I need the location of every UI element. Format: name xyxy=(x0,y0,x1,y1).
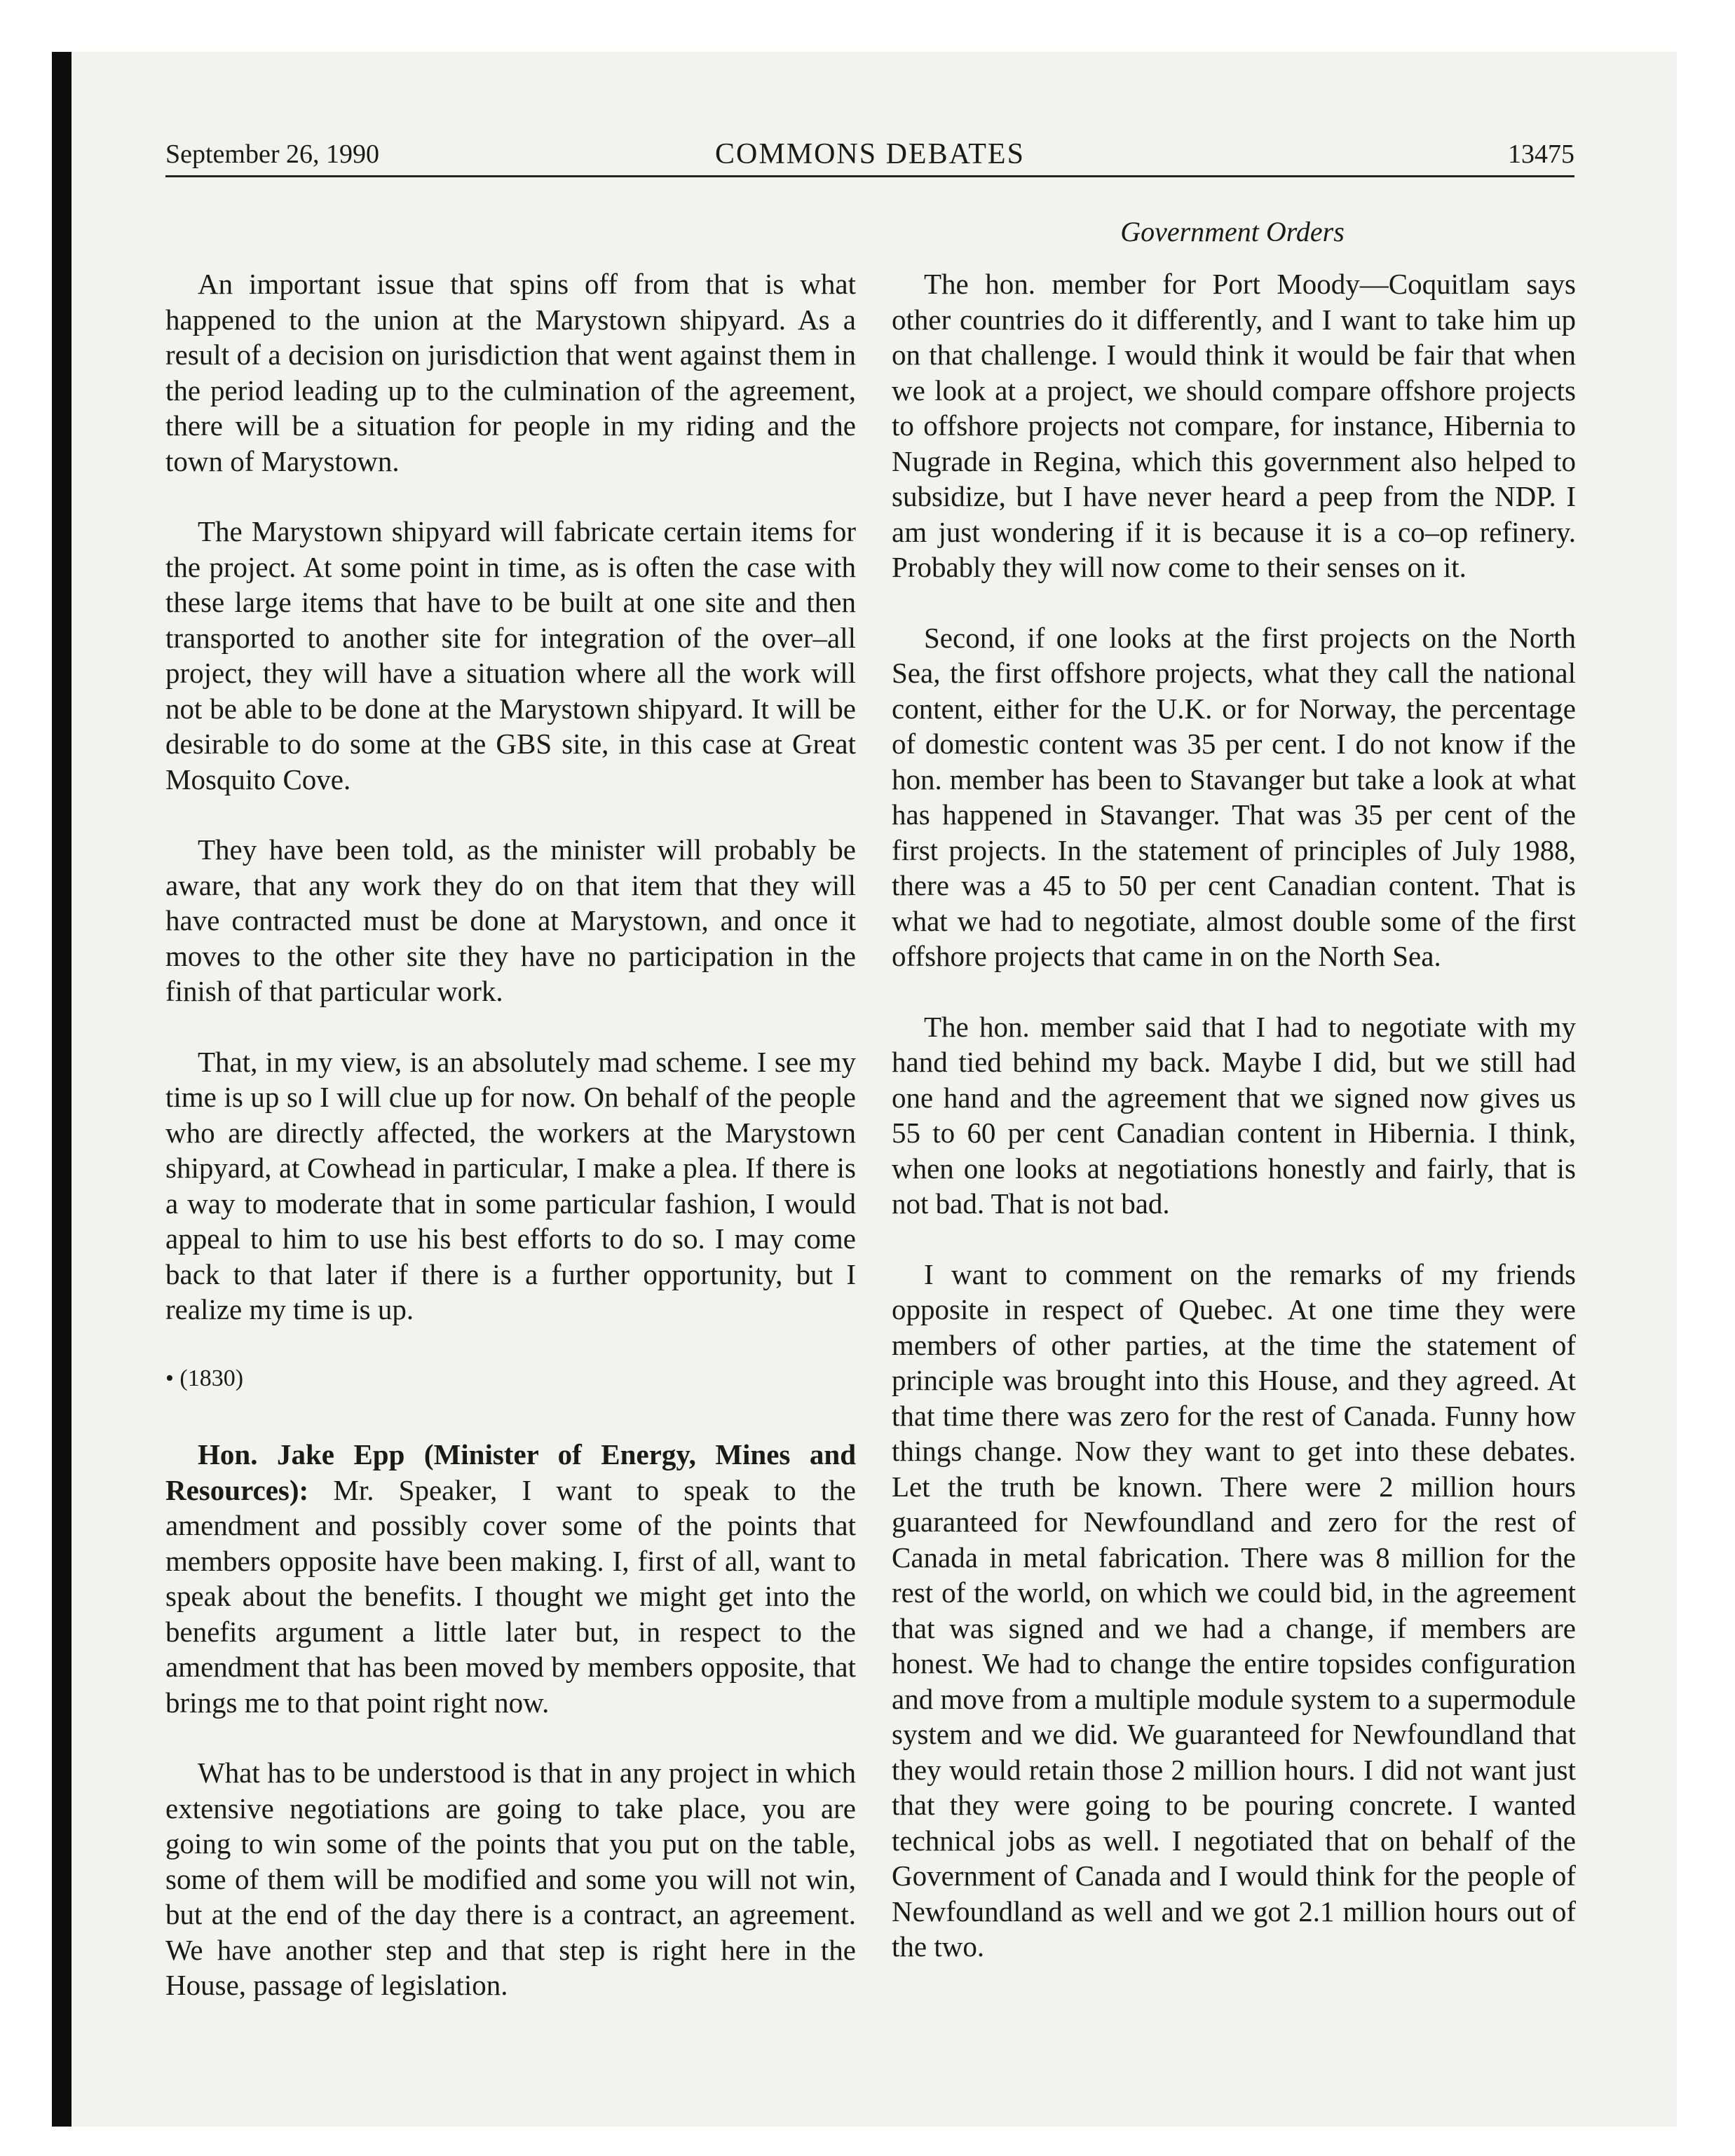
speaker-text: Mr. Speaker, I want to speak to the amendment and possibly cover some of the points that members opposite have been making. I, first of all, want to speak about the benefits. I thought we might get into the benefits argument a little later but, in respect to the amendment that has been moved by members opposite, that brings me to that point right now. xyxy=(165,1473,856,1719)
left-column xyxy=(165,266,856,2003)
header-rule xyxy=(165,175,1574,177)
header-page-number: 13475 xyxy=(1508,139,1574,169)
paragraph: What has to be understood is that in any project in which extensive negotiations are going to take place, you are going to win some of the points that you put on the table, some of them will be modified and some you will not win, but at the end of the day there is a contract, an agreement. We have another step and that step is right here in the House, passage of legislation. xyxy=(165,1756,856,2001)
speaker-paragraph xyxy=(165,1437,856,1720)
header-date: September 26, 1990 xyxy=(165,139,380,169)
paragraph: The Marystown shipyard will fabricate certain items for the project. At some point in time, as is often the case with these large items that have to be built at one site and then transported to another site for integration of the over–all project, they will have a situation where all the work will not be able to be done at the Marystown shipyard. It will be desirable to do some at the GBS site, in this case at Great Mosquito Cove. xyxy=(165,515,856,796)
section-title: Government Orders xyxy=(1120,216,1345,247)
paragraph: The hon. member for Port Moody—Coquitlam says other countries do it differently, and I want to take him up on that challenge. I would think it would be fair that when we look at a project, we should compare offshore projects to offshore projects not compare, for instance, Hibernia to Nugrade in Regina, which this government also helped to subsidize, but I have never heard a peep from the NDP. I am just wondering if it is because it is a co–op refinery. Probably they will now come to their senses on it. xyxy=(892,268,1576,583)
scan-binding-edge xyxy=(52,52,72,2127)
time-marker: • (1830) xyxy=(165,1365,244,1391)
paragraph: The hon. member said that I had to negotiate with my hand tied behind my back. Maybe I did, but we still had one hand and the agreement that we signed now gives us 55 to 60 per cent Canadian content in Hibernia. I think, when one looks at negotiations honestly and fairly, that is not bad. That is not bad. xyxy=(892,1010,1576,1220)
paragraph: That, in my view, is an absolutely mad scheme. I see my time is up so I will clue up for now. On behalf of the people who are directly affected, the workers at the Marystown shipyard, at Cowhead in particular, I make a plea. If there is a way to moderate that in some particular fashion, I would appeal to him to use his best efforts to do so. I may come back to that later if there is a further opportunity, but I realize my time is up. xyxy=(165,1045,856,1325)
paragraph: An important issue that spins off from that is what happened to the union at the Marystown shipyard. As a result of a decision on jurisdiction that went against them in the period leading up to the culmination of the agreement, there will be a situation for people in my riding and the town of Marystown. xyxy=(165,268,856,477)
paragraph: Second, if one looks at the first projects on the North Sea, the first offshore projects, what they call the national content, either for the U.K. or for Norway, the percentage of domestic content was 35 per cent. I do not know if the hon. member has been to Stavanger but take a look at what has happened in Stavanger. That was 35 per cent of the first projects. In the statement of principles of July 1988, there was a 45 to 50 per cent Canadian content. That is what we had to negotiate, almost double some of the first offshore projects that came in on the North Sea. xyxy=(892,621,1576,972)
paragraph: They have been told, as the minister will probably be aware, that any work they do on that item that they will have contracted must be done at Marystown, and once it moves to the other site they have no participation in the finish of that particular work. xyxy=(165,833,856,1007)
speaker-name: Hon. Jake Epp (Minister of Energy, Mines and Resources): xyxy=(165,1438,856,1506)
running-head xyxy=(165,133,1574,175)
right-column xyxy=(892,266,1576,1965)
paragraph: I want to comment on the remarks of my friends opposite in respect of Quebec. At one time they were members of other parties, at the time the statement of principle was brought into this House, and they agreed. At that time there was zero for the rest of Canada. Funny how things change. Now they want to get into these debates. Let the truth be known. There were 2 million hours guaranteed for Newfoundland and zero for the rest of Canada in metal fabrication. There was 8 million for the rest of the world, on which we could bid, in the agreement that was signed and we had a change, if members are honest. We had to change the entire topsides configuration and move from a multiple module system to a supermodule system and we did. We guaranteed for Newfoundland that they would retain those 2 million hours. I did not want just that they were going to be pouring concrete. I wanted technical jobs as well. I negotiated that on behalf of the Government of Canada and I would think for the people of Newfoundland as well and we got 2.1 million hours out of the two. xyxy=(892,1257,1576,1963)
header-publication: COMMONS DEBATES xyxy=(715,138,1025,170)
